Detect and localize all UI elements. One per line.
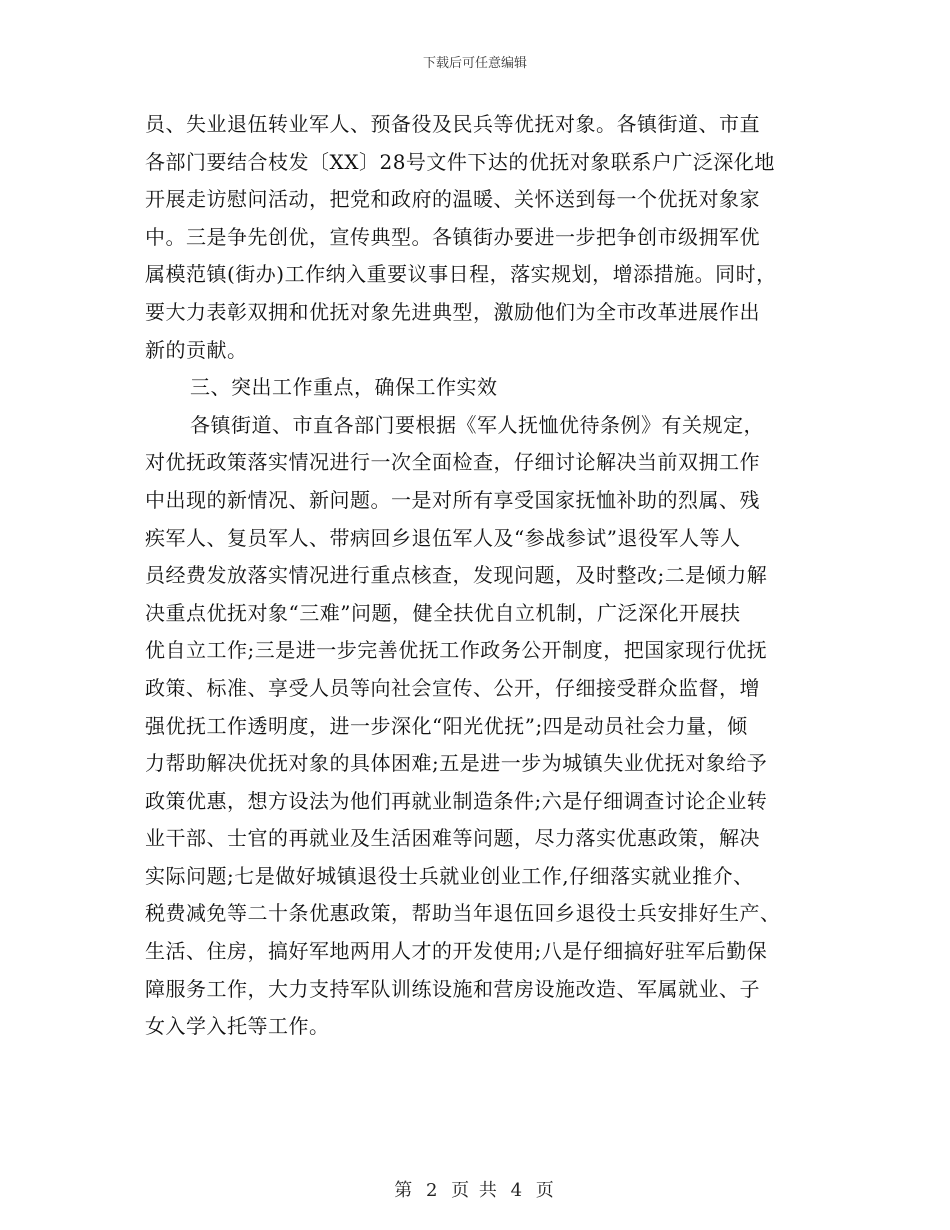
text-line: 女入学入托等工作。 (145, 1014, 330, 1039)
body-text (145, 106, 810, 1046)
text-line: 税费减免等二十条优惠政策，帮助当年退伍回乡退役士兵安排好生产、 (145, 901, 781, 926)
page-footer (0, 1176, 950, 1202)
text-line: 强优抚工作透明度，进一步深化“阳光优抚”;四是动员社会力量，倾 (145, 713, 748, 738)
text-line: 决重点优抚对象“三难”问题，健全扶优自立机制，广泛深化开展扶 (145, 600, 741, 625)
footer-prefix: 第 (394, 1180, 415, 1201)
text-line: 中出现的新情况、新问题。一是对所有享受国家抚恤补助的烈属、残 (145, 487, 760, 512)
footer-suffix: 页 (535, 1180, 556, 1201)
text-line: 实际问题;七是做好城镇退役士兵就业创业工作,仔细落实就业推介、 (145, 863, 754, 888)
text-line: 各部门要结合枝发〔XX〕28号文件下达的优抚对象联系户广泛深化地 (145, 149, 775, 174)
text-line: 属模范镇(街办)工作纳入重要议事日程，落实规划，增添措施。同时， (145, 262, 777, 287)
text-line: 员、失业退伍转业军人、预备役及民兵等优抚对象。各镇街道、市直 (145, 112, 760, 136)
text-line: 障服务工作，大力支持军队训练设施和营房设施改造、军属就业、子 (145, 976, 760, 1001)
text-line: 各镇街道、市直各部门要根据《军人抚恤优待条例》有关规定， (190, 412, 764, 437)
text-line: 生活、住房，搞好军地两用人才的开发使用;八是仔细搞好驻军后勤保 (145, 939, 768, 964)
total-page-count: 4 (510, 1180, 525, 1201)
text-line: 要大力表彰双拥和优抚对象先进典型，激励他们为全市改革进展作出 (145, 299, 760, 324)
page-header: 下载后可任意编辑 (422, 56, 527, 71)
text-line: 新的贡献。 (145, 337, 248, 362)
text-line: 对优抚政策落实情况进行一次全面检查，仔细讨论解决当前双拥工作 (145, 450, 760, 475)
current-page-number: 2 (425, 1180, 440, 1201)
text-line: 中。三是争先创优，宣传典型。各镇街办要进一步把争创市级拥军优 (145, 224, 760, 249)
text-line: 力帮助解决优抚对象的具体困难;五是进一步为城镇失业优抚对象给予 (145, 751, 768, 776)
text-line: 优自立工作;三是进一步完善优抚工作政务公开制度，把国家现行优抚 (145, 638, 768, 663)
text-line: 开展走访慰问活动，把党和政府的温暖、关怀送到每一个优抚对象家 (145, 187, 760, 212)
text-line: 疾军人、复员军人、带病回乡退伍军人及“参战参试”退役军人等人 (145, 525, 741, 550)
text-line: 业干部、士官的再就业及生活困难等问题，尽力落实优惠政策，解决 (145, 826, 760, 851)
footer-middle: 页 共 (451, 1180, 499, 1201)
text-line: 员经费发放落实情况进行重点核查，发现问题，及时整改;二是倾力解 (145, 563, 768, 588)
text-line: 政策优惠，想方设法为他们再就业制造条件;六是仔细调查讨论企业转 (145, 788, 768, 813)
text-line: 政策、标准、享受人员等向社会宣传、公开，仔细接受群众监督，增 (145, 675, 760, 700)
section-heading: 三、突出工作重点，确保工作实效 (190, 375, 498, 400)
